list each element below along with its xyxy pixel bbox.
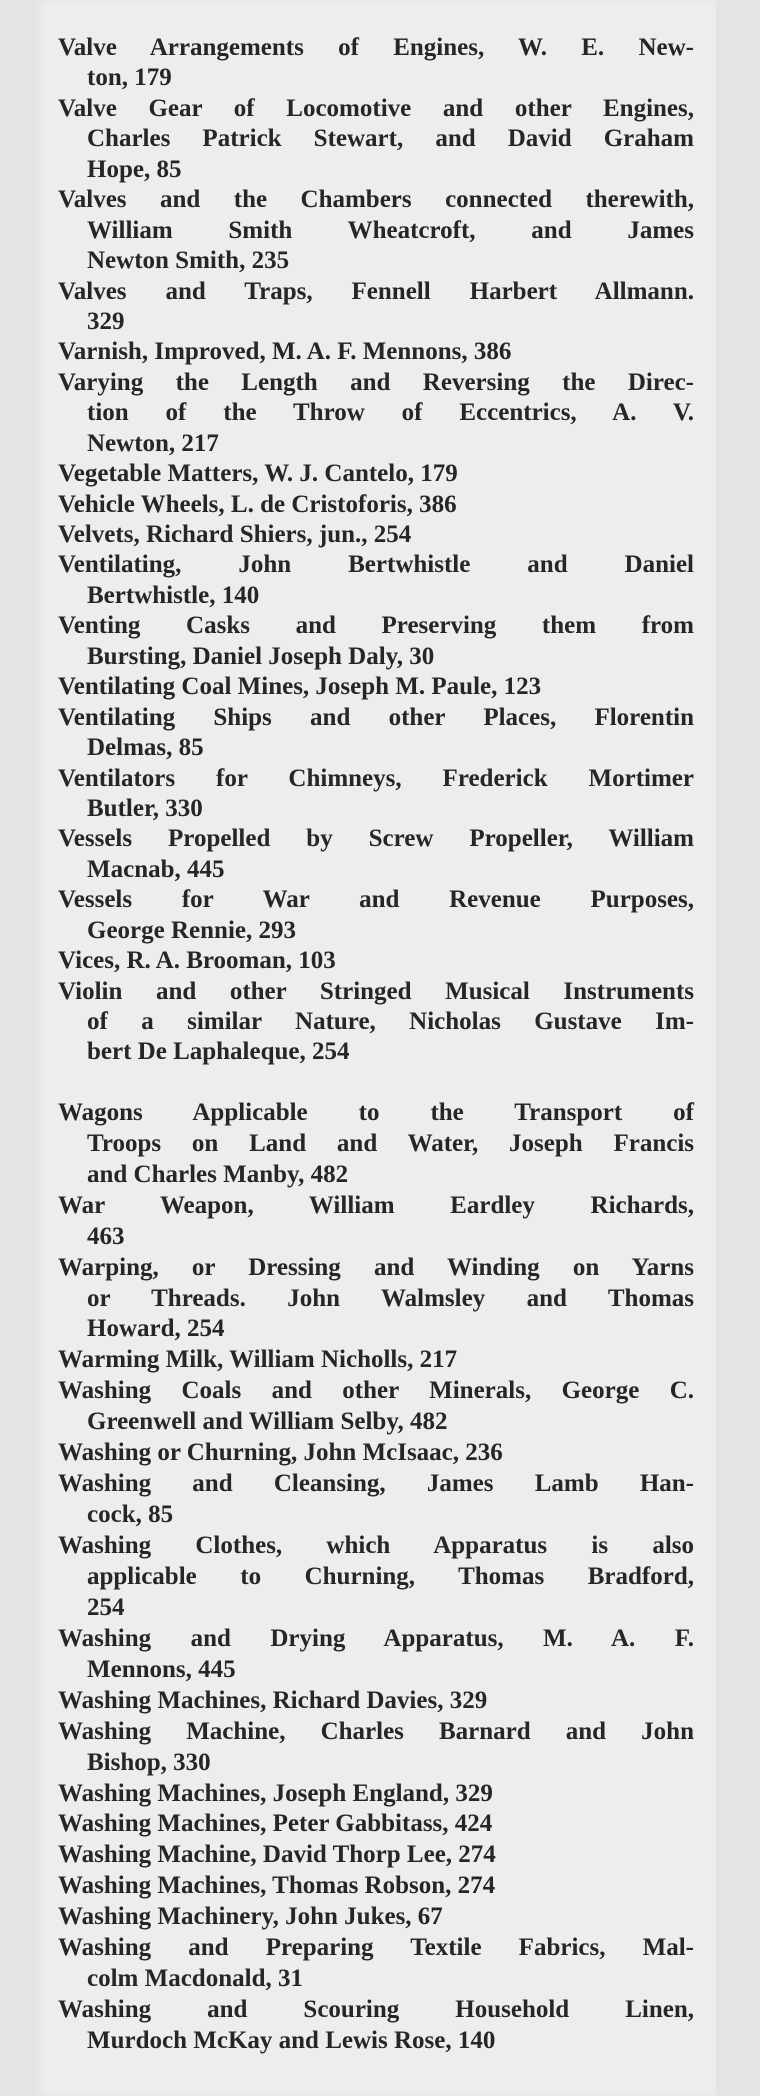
- entry-continuation-line: Delmas, 85: [87, 734, 204, 762]
- entry-continuation-line: tion of the Throw of Eccentrics, A. V.: [87, 399, 694, 427]
- entry-continuation-line: or Threads. John Walmsley and Thomas: [87, 1284, 694, 1312]
- entry-heading-line: Ventilating Ships and other Places, Florentin: [58, 703, 694, 731]
- entry-heading-line: Washing Coals and other Minerals, George C.: [58, 1377, 694, 1405]
- index-entry: [58, 1438, 694, 1469]
- entry-heading-line: Vessels for War and Revenue Purposes,: [58, 886, 694, 914]
- entry-heading-line: Warping, or Dressing and Winding on Yarns: [58, 1253, 694, 1281]
- index-entry: [58, 1098, 694, 1191]
- entry-continuation-line: 463: [87, 1222, 125, 1250]
- entry-heading-line: Vices, R. A. Brooman, 103: [58, 947, 336, 975]
- index-entry: [58, 977, 694, 1068]
- index-entry: [58, 1469, 694, 1531]
- index-entry: [58, 1933, 694, 1995]
- index-entry: [58, 1531, 694, 1624]
- scanned-page: [34, 0, 716, 2096]
- index-entry: [58, 368, 694, 459]
- index-entry: [58, 764, 694, 825]
- entry-heading-line: Valves and Traps, Fennell Harbert Allmann.: [58, 277, 694, 305]
- entry-heading-line: Valve Gear of Locomotive and other Engines,: [58, 94, 694, 122]
- entry-continuation-line: bert De Laphaleque, 254: [87, 1038, 350, 1066]
- index-entry: [58, 885, 694, 946]
- entry-heading-line: Vehicle Wheels, L. de Cristoforis, 386: [58, 490, 457, 518]
- entry-continuation-line: Newton, 217: [87, 429, 219, 457]
- index-entry: [58, 1717, 694, 1779]
- entry-continuation-line: applicable to Churning, Thomas Bradford,: [87, 1562, 694, 1590]
- entry-heading-line: Washing Machines, Thomas Robson, 274: [58, 1872, 496, 1900]
- entry-heading-line: Washing Machines, Joseph England, 329: [58, 1779, 493, 1807]
- index-entry: [58, 1995, 694, 2057]
- index-entry: [58, 550, 694, 611]
- entry-continuation-line: 329: [87, 307, 125, 335]
- entry-continuation-line: Macnab, 445: [87, 855, 225, 883]
- entry-heading-line: Ventilating Coal Mines, Joseph M. Paule, 123: [58, 673, 542, 701]
- index-entry: [58, 33, 694, 94]
- index-column: [58, 33, 694, 2057]
- index-section-v: [58, 33, 694, 1068]
- entry-continuation-line: 254: [87, 1593, 125, 1621]
- entry-heading-line: Washing and Preparing Textile Fabrics, Mal-: [58, 1934, 694, 1962]
- entry-heading-line: Washing or Churning, John McIsaac, 236: [58, 1439, 503, 1467]
- entry-continuation-line: Charles Patrick Stewart, and David Graham: [87, 125, 694, 153]
- index-entry: [58, 1253, 694, 1346]
- index-entry: [58, 520, 694, 550]
- entry-continuation-line: Bishop, 330: [87, 1748, 211, 1776]
- index-entry: [58, 1779, 694, 1810]
- entry-continuation-line: of a similar Nature, Nicholas Gustave Im-: [87, 1008, 694, 1035]
- index-section-w: [58, 1098, 694, 2057]
- index-entry: [58, 1686, 694, 1717]
- entry-continuation-line: cock, 85: [87, 1501, 174, 1529]
- index-entry: [58, 1624, 694, 1686]
- entry-continuation-line: colm Macdonald, 31: [87, 1965, 303, 1993]
- entry-heading-line: Velvets, Richard Shiers, jun., 254: [58, 521, 412, 548]
- index-entry: [58, 611, 694, 672]
- entry-continuation-line: Bursting, Daniel Joseph Daly, 30: [87, 642, 435, 670]
- index-entry: [58, 94, 694, 185]
- index-entry: [58, 277, 694, 338]
- entry-heading-line: Vessels Propelled by Screw Propeller, William: [58, 825, 694, 853]
- index-entry: [58, 185, 694, 276]
- index-entry: [58, 672, 694, 702]
- index-entry: [58, 1871, 694, 1902]
- entry-continuation-line: Howard, 254: [87, 1315, 225, 1343]
- entry-heading-line: Washing and Scouring Household Linen,: [58, 1996, 694, 2024]
- entry-continuation-line: Greenwell and William Selby, 482: [87, 1408, 448, 1436]
- entry-heading-line: Venting Casks and Preserving them from: [58, 612, 694, 640]
- entry-heading-line: Violin and other Stringed Musical Instruments: [58, 977, 694, 1005]
- entry-continuation-line: Newton Smith, 235: [87, 247, 290, 275]
- entry-continuation-line: William Smith Wheatcroft, and James: [87, 216, 694, 244]
- entry-continuation-line: George Rennie, 293: [87, 916, 296, 944]
- index-entry: [58, 337, 694, 367]
- entry-heading-line: Varnish, Improved, M. A. F. Mennons, 386: [58, 338, 512, 366]
- entry-heading-line: Washing Machinery, John Jukes, 67: [58, 1903, 443, 1931]
- entry-continuation-line: Mennons, 445: [87, 1655, 236, 1683]
- index-entry: [58, 946, 694, 976]
- index-entry: [58, 1376, 694, 1438]
- entry-continuation-line: Butler, 330: [87, 794, 203, 822]
- entry-continuation-line: Troops on Land and Water, Joseph Francis: [87, 1129, 694, 1157]
- index-entry: [58, 1902, 694, 1933]
- entry-heading-line: Washing and Cleansing, James Lamb Han-: [58, 1470, 694, 1498]
- index-entry: [58, 490, 694, 520]
- entry-heading-line: Washing Machine, David Thorp Lee, 274: [58, 1841, 496, 1869]
- entry-heading-line: Washing Machines, Richard Davies, 329: [58, 1686, 488, 1714]
- entry-continuation-line: Bertwhistle, 140: [87, 581, 260, 609]
- index-entry: [58, 1809, 694, 1840]
- entry-heading-line: Ventilators for Chimneys, Frederick Mortimer: [58, 764, 694, 792]
- index-entry: [58, 459, 694, 489]
- index-entry: [58, 703, 694, 764]
- entry-heading-line: Valves and the Chambers connected therewith,: [58, 186, 694, 214]
- entry-continuation-line: ton, 179: [87, 64, 172, 92]
- entry-heading-line: Valve Arrangements of Engines, W. E. New-: [58, 34, 694, 61]
- entry-heading-line: Varying the Length and Reversing the Direc-: [58, 368, 694, 396]
- entry-continuation-line: Hope, 85: [87, 155, 182, 183]
- entry-heading-line: Warming Milk, William Nicholls, 217: [58, 1346, 458, 1374]
- entry-heading-line: Washing Clothes, which Apparatus is also: [58, 1532, 694, 1559]
- index-entry: [58, 1345, 694, 1376]
- entry-heading-line: Vegetable Matters, W. J. Cantelo, 179: [58, 460, 458, 488]
- entry-heading-line: Ventilating, John Bertwhistle and Daniel: [58, 551, 694, 579]
- entry-continuation-line: Murdoch McKay and Lewis Rose, 140: [87, 2027, 496, 2054]
- index-entry: [58, 1191, 694, 1253]
- entry-heading-line: Washing Machines, Peter Gabbitass, 424: [58, 1810, 493, 1838]
- entry-heading-line: War Weapon, William Eardley Richards,: [58, 1191, 694, 1219]
- index-entry: [58, 824, 694, 885]
- entry-heading-line: Washing and Drying Apparatus, M. A. F.: [58, 1624, 694, 1652]
- entry-heading-line: Washing Machine, Charles Barnard and John: [58, 1717, 694, 1745]
- entry-heading-line: Wagons Applicable to the Transport of: [58, 1098, 694, 1126]
- index-entry: [58, 1840, 694, 1871]
- entry-continuation-line: and Charles Manby, 482: [87, 1160, 349, 1188]
